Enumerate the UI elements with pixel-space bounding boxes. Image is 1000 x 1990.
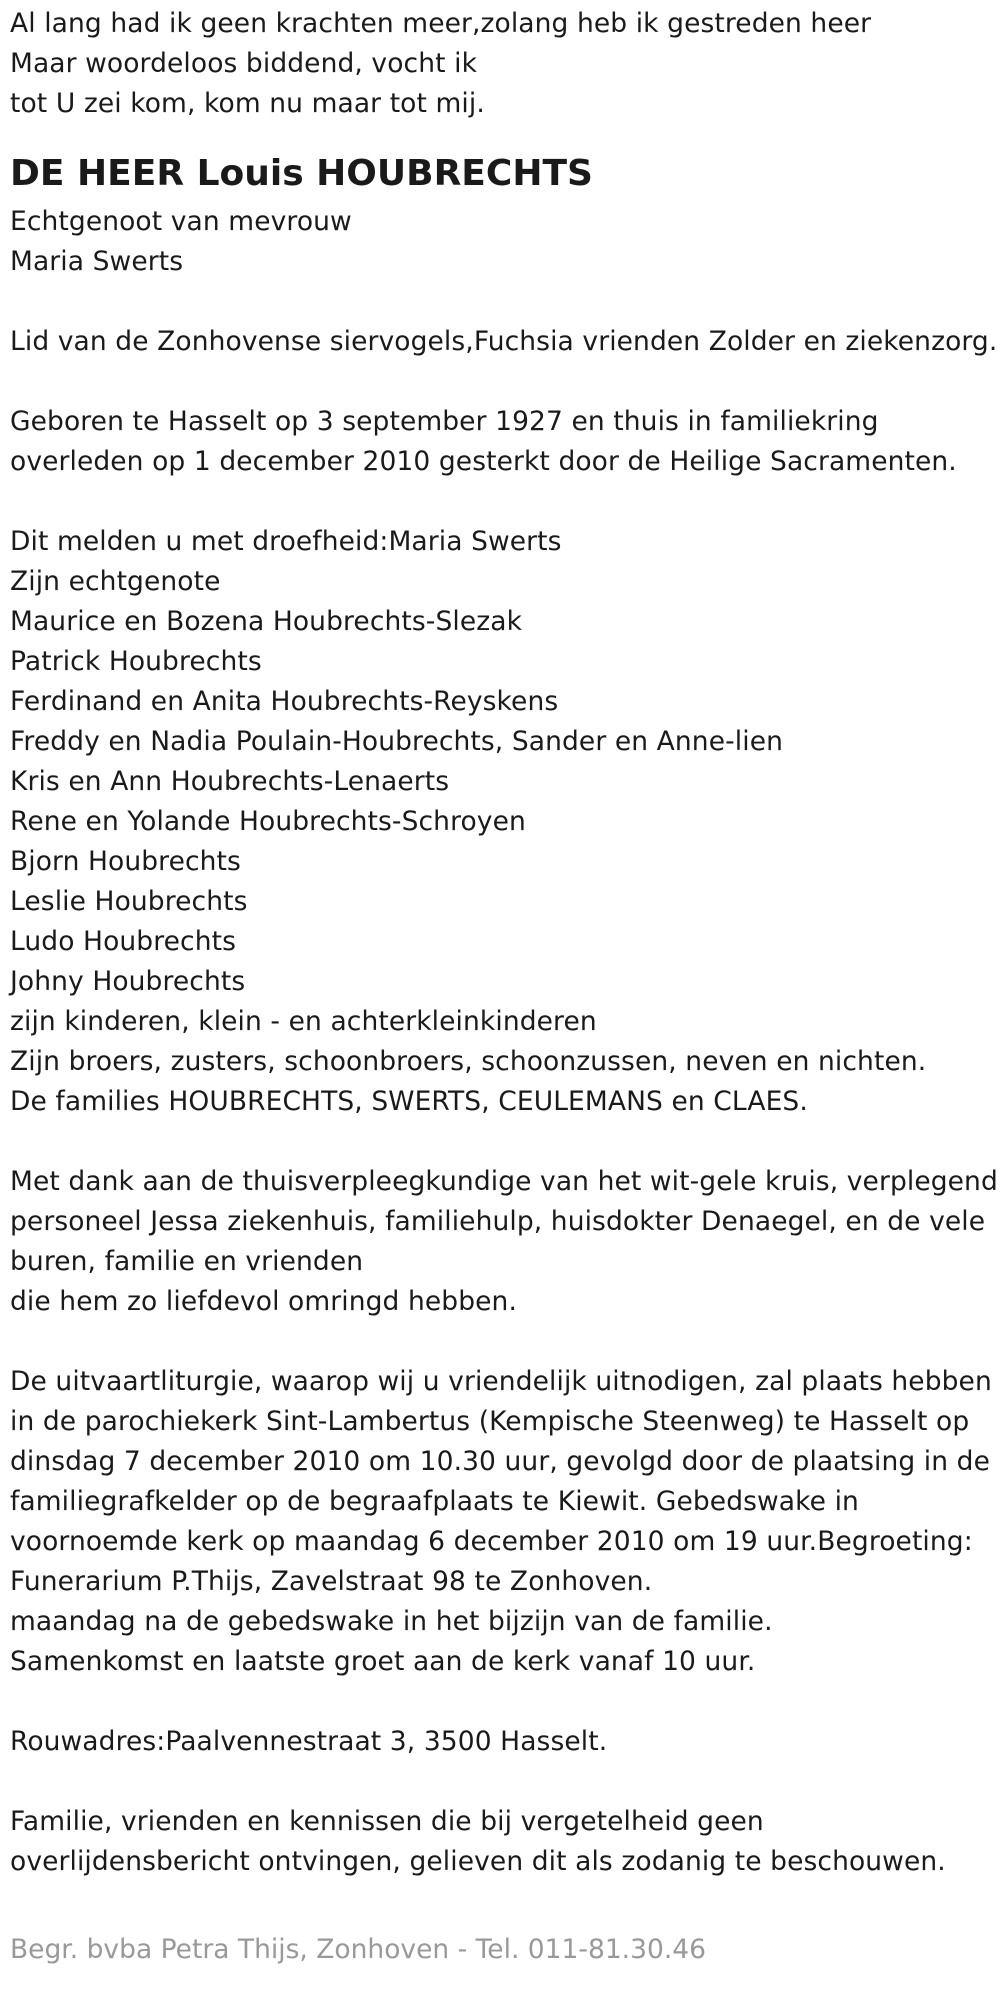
poem-line: tot U zei kom, kom nu maar tot mij. bbox=[10, 88, 485, 119]
spouse-line: Maria Swerts bbox=[10, 246, 184, 277]
funeral-line: Funerarium P.Thijs, Zavelstraat 98 te Zonhoven. bbox=[10, 1566, 653, 1597]
funeral-block bbox=[10, 1362, 1000, 1682]
family-line: Dit melden u met droefheid:Maria Swerts bbox=[10, 526, 562, 557]
mourning-address: Rouwadres:Paalvennestraat 3, 3500 Hasselt. bbox=[10, 1726, 608, 1757]
spouse-line: Echtgenoot van mevrouw bbox=[10, 206, 352, 237]
family-line: Ferdinand en Anita Houbrechts-Reyskens bbox=[10, 686, 559, 717]
funeral-line: Samenkomst en laatste groet aan de kerk vanaf 10 uur. bbox=[10, 1646, 756, 1677]
thanks-line: personeel Jessa ziekenhuis, familiehulp, huisdokter Denaegel, en de vele bbox=[10, 1206, 986, 1237]
family-line: De families HOUBRECHTS, SWERTS, CEULEMANS en CLAES. bbox=[10, 1086, 808, 1117]
family-line: Ludo Houbrechts bbox=[10, 926, 236, 957]
funeral-line: De uitvaartliturgie, waarop wij u vriendelijk uitnodigen, zal plaats hebben bbox=[10, 1366, 992, 1397]
birth-death-line: overleden op 1 december 2010 gesterkt door de Heilige Sacramenten. bbox=[10, 446, 957, 477]
family-line: Rene en Yolande Houbrechts-Schroyen bbox=[10, 806, 526, 837]
family-line: Bjorn Houbrechts bbox=[10, 846, 241, 877]
thanks-line: die hem zo liefdevol omringd hebben. bbox=[10, 1286, 517, 1317]
thanks-block bbox=[10, 1162, 1000, 1322]
poem-line: Maar woordeloos biddend, vocht ik bbox=[10, 48, 478, 79]
thanks-line: Met dank aan de thuisverpleegkundige van het wit-gele kruis, verplegend bbox=[10, 1166, 998, 1197]
funeral-line: dinsdag 7 december 2010 om 10.30 uur, gevolgd door de plaatsing in de bbox=[10, 1446, 990, 1477]
funeral-line: familiegrafkelder op de begraafplaats te Kiewit. Gebedswake in bbox=[10, 1486, 859, 1517]
family-line: Maurice en Bozena Houbrechts-Slezak bbox=[10, 606, 523, 637]
notice-block bbox=[10, 1802, 1000, 1882]
poem-line: Al lang had ik geen krachten meer,zolang heb ik gestreden heer bbox=[10, 8, 872, 39]
undertaker-footer: Begr. bvba Petra Thijs, Zonhoven - Tel. 011-81.30.46 bbox=[10, 1934, 706, 1965]
notice-line: overlijdensbericht ontvingen, gelieven dit als zodanig te beschouwen. bbox=[10, 1846, 946, 1877]
birth-death-line: Geboren te Hasselt op 3 september 1927 en thuis in familiekring bbox=[10, 406, 879, 437]
funeral-line: voornoemde kerk op maandag 6 december 2010 om 19 uur.Begroeting: bbox=[10, 1526, 973, 1557]
membership-text: Lid van de Zonhovense siervogels,Fuchsia vrienden Zolder en ziekenzorg. bbox=[10, 326, 998, 357]
family-line: Zijn broers, zusters, schoonbroers, schoonzussen, neven en nichten. bbox=[10, 1046, 927, 1077]
funeral-line: in de parochiekerk Sint-Lambertus (Kempische Steenweg) te Hasselt op bbox=[10, 1406, 970, 1437]
spouse-block bbox=[10, 202, 1000, 282]
family-line: zijn kinderen, klein - en achterkleinkinderen bbox=[10, 1006, 597, 1037]
birth-death-block bbox=[10, 402, 1000, 482]
family-line: Zijn echtgenote bbox=[10, 566, 221, 597]
family-line: Johny Houbrechts bbox=[10, 966, 246, 997]
notice-line: Familie, vrienden en kennissen die bij vergetelheid geen bbox=[10, 1806, 764, 1837]
deceased-name: DE HEER Louis HOUBRECHTS bbox=[10, 153, 593, 194]
family-block bbox=[10, 522, 1000, 1122]
family-line: Freddy en Nadia Poulain-Houbrechts, Sander en Anne-lien bbox=[10, 726, 783, 757]
funeral-line: maandag na de gebedswake in het bijzijn van de familie. bbox=[10, 1606, 773, 1637]
family-line: Leslie Houbrechts bbox=[10, 886, 248, 917]
family-line: Patrick Houbrechts bbox=[10, 646, 262, 677]
family-line: Kris en Ann Houbrechts-Lenaerts bbox=[10, 766, 450, 797]
thanks-line: buren, familie en vrienden bbox=[10, 1246, 364, 1277]
poem-block bbox=[10, 4, 1000, 124]
